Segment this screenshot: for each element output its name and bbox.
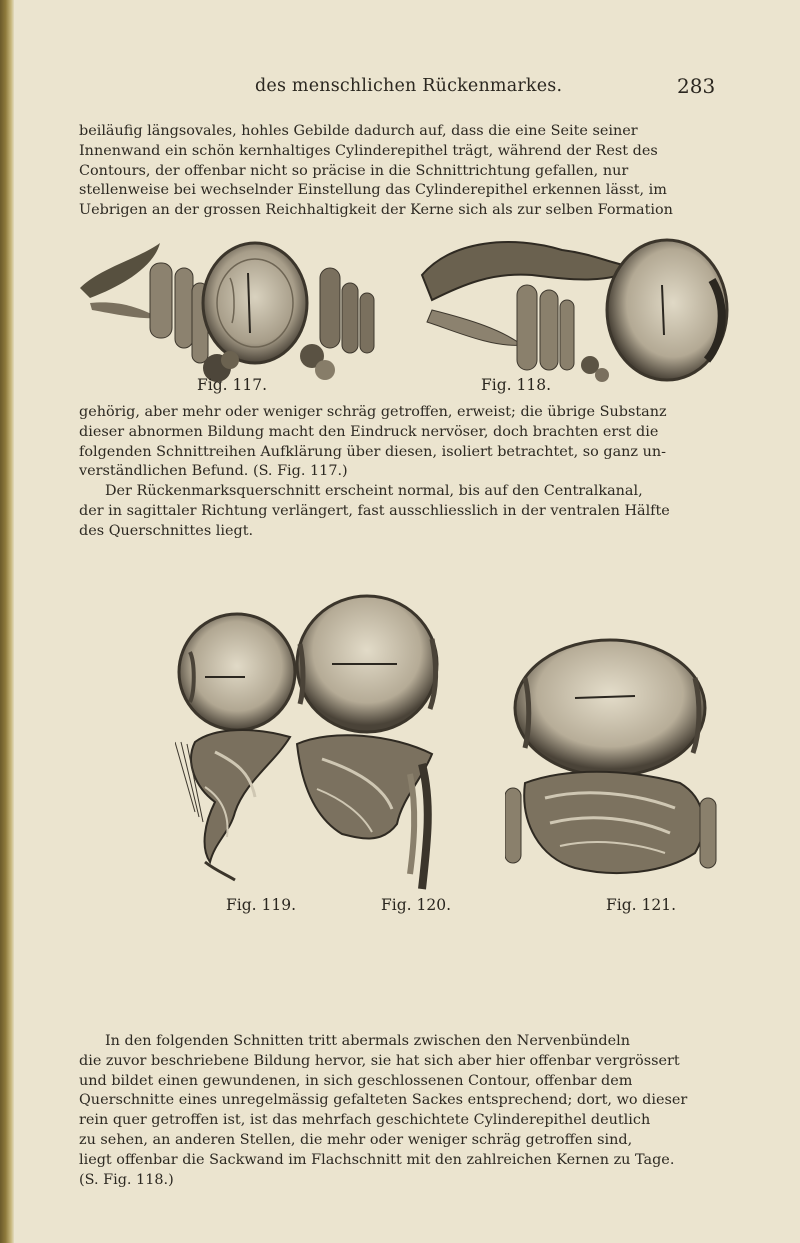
figure-120-illustration xyxy=(282,594,452,894)
figure-118-illustration xyxy=(412,230,737,390)
paragraph-line: stellenweise bei wechselnder Einstellung das Cylinderepithel erkennen lässt, im xyxy=(79,182,667,199)
figure-120-caption: Fig. 120. xyxy=(381,896,451,914)
paragraph-1 xyxy=(79,122,733,221)
paragraph-line: dieser abnormen Bildung macht den Eindruck nervöser, doch brachten erst die xyxy=(79,423,659,440)
paragraph-line: rein quer getroffen ist, ist das mehrfach geschichtete Cylinderepithel deutlich xyxy=(79,1112,651,1129)
figure-121-caption: Fig. 121. xyxy=(606,896,676,914)
paragraph-line: und bildet einen gewundenen, in sich geschlossenen Contour, offenbar dem xyxy=(79,1072,633,1089)
figure-117-caption: Fig. 117. xyxy=(197,376,267,394)
page-header xyxy=(0,76,800,100)
paragraph-line: Contours, der offenbar nicht so präcise in die Schnittrichtung gefallen, nur xyxy=(79,162,629,179)
paragraph-line: die zuvor beschriebene Bildung hervor, sie hat sich aber hier offenbar vergrössert xyxy=(79,1052,680,1069)
paragraph-line: (S. Fig. 118.) xyxy=(79,1171,174,1188)
paragraph-line: der in sagittaler Richtung verlängert, fast ausschliesslich in der ventralen Hälfte xyxy=(79,502,670,519)
page-number: 283 xyxy=(677,74,716,98)
paragraph-line: Querschnitte eines unregelmässig gefalteten Sackes entsprechend; dort, wo dieser xyxy=(79,1092,688,1109)
paragraph-line: gehörig, aber mehr oder weniger schräg getroffen, erweist; die übrige Substanz xyxy=(79,404,667,420)
paragraph-3 xyxy=(79,1032,733,1190)
figure-117-illustration xyxy=(80,228,385,388)
paragraph-line: folgenden Schnittreihen Aufklärung über diesen, isoliert betrachtet, so ganz un- xyxy=(79,443,666,460)
paragraph-line: zu sehen, an anderen Stellen, die mehr oder weniger schräg getroffen sind, xyxy=(79,1131,633,1148)
running-title: des menschlichen Rückenmarkes. xyxy=(255,76,563,96)
paragraph-line: In den folgenden Schnitten tritt abermals zwischen den Nervenbündeln xyxy=(105,1033,631,1049)
paragraph-line: liegt offenbar die Sackwand im Flachschnitt mit den zahlreichen Kernen zu Tage. xyxy=(79,1151,675,1168)
paragraph-line: Uebrigen an der grossen Reichhaltigkeit der Kerne sich als zur selben Formation xyxy=(79,202,673,219)
figure-121-illustration xyxy=(505,638,720,888)
paragraph-2 xyxy=(79,403,733,542)
figure-118-caption: Fig. 118. xyxy=(481,376,551,394)
paragraph-line: Der Rückenmarksquerschnitt erscheint normal, bis auf den Centralkanal, xyxy=(105,483,643,500)
book-spine-edge xyxy=(0,0,14,1243)
paragraph-line: Innenwand ein schön kernhaltiges Cylinderepithel trägt, während der Rest des xyxy=(79,142,658,159)
paragraph-line: verständlichen Befund. (S. Fig. 117.) xyxy=(79,463,348,480)
figure-119-caption: Fig. 119. xyxy=(226,896,296,914)
paragraph-line: beiläufig längsovales, hohles Gebilde dadurch auf, dass die eine Seite seiner xyxy=(79,123,638,139)
paragraph-line: des Querschnittes liegt. xyxy=(79,522,254,539)
